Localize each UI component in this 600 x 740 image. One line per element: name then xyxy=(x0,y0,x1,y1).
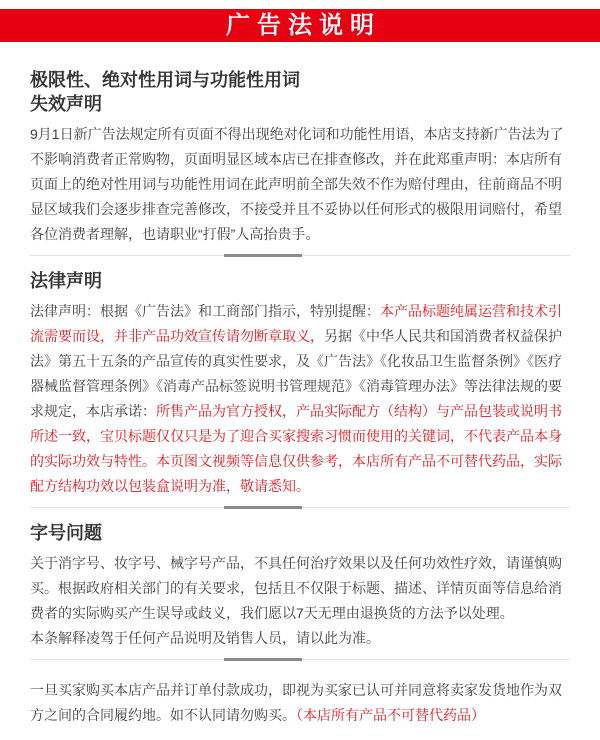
page-title: 广告法说明 xyxy=(226,12,381,39)
section-invalid-words-body xyxy=(30,122,570,247)
section-legal-statement xyxy=(30,269,570,499)
section-divider xyxy=(30,506,570,509)
cropped-previous-banner-edge xyxy=(140,9,460,12)
divider-accent xyxy=(224,254,302,257)
body-text-black: 另据《中华人民共和国消费者权益保护法》第五十五条的产品宣传的真实性要求，及《广告法》《化妆品卫生监督条例》《医疗器械监督管理条例》《消毒产品标签说明书管理规范》《消毒管理办法》等法律法规的要求规定，本店承诺： xyxy=(30,328,562,419)
section-license-body xyxy=(30,551,570,626)
heading-line-1: 法律声明 xyxy=(30,271,102,291)
body-text-black: 法律声明：根据《广告法》和工商部门指示，特别提醒： xyxy=(30,303,380,319)
divider-accent xyxy=(224,506,302,509)
section-license-heading xyxy=(30,521,570,545)
page-title-banner xyxy=(0,9,600,42)
notice-content xyxy=(0,68,600,738)
section-divider xyxy=(30,658,570,661)
heading-line-2: 失效声明 xyxy=(30,94,102,114)
section-license-body-line xyxy=(30,626,570,651)
section-invalid-words-heading xyxy=(30,68,570,116)
body-text-black: 一旦买家购买本店产品并订单付款成功，即视为买家已认可并同意将卖家发货地作为双方之间的合同履约地。如不认同请勿购买。 xyxy=(30,682,562,723)
section-legal-heading xyxy=(30,269,570,293)
body-text: 关于消字号、妆字号、械字号产品，不具任何治疗效果以及任何功效性疗效，请谨慎购买。根据政府相关部门的有关要求，包括且不仅限于标题、描述、详情页面等信息给消费者的实际购买产生误导或歧义，我们愿以7天无理由退换货的方法予以处理。 xyxy=(30,555,562,621)
body-text-red: 所售产品为官方授权，产品实际配方（结构）与产品包装或说明书所述一致，宝贝标题仅仅只是为了迎合买家搜索习惯而使用的关键词，不代表产品本身的实际功效与特性。本页图文视频等信息仅供参考，本店所有产品不可替代药品，实际配方结构功效以包装盒说明为准，敬请悉知。 xyxy=(30,403,562,494)
purchase-agreement-note xyxy=(30,678,570,728)
body-text-red: 本产品标题纯属运营和技术引流需要而设，并非产品功效宣传请勿断章取义， xyxy=(30,303,562,344)
section-legal-body xyxy=(30,299,570,499)
section-license-number xyxy=(30,521,570,651)
body-text: 本条解释凌驾于任何产品说明及销售人员，请以此为准。 xyxy=(30,630,380,646)
body-text: 9月1日新广告法规定所有页面不得出现绝对化词和功能性用语，本店支持新广告法为了不影响消费者正常购物，页面明显区域本店已在排查修改，并在此郑重声明：本店所有页面上的绝对性用词与功能性用词在此声明前全部失效不作为赔付理由，往前商品不明显区域我们会逐步排查完善修改，不接受并且不妥协以任何形式的极限用词赔付，希望各位消费者理解，也请职业“打假”人高抬贵手。 xyxy=(30,126,564,242)
ad-law-notice-page xyxy=(0,9,600,738)
section-divider xyxy=(30,254,570,257)
heading-line-1: 极限性、绝对性用词与功能性用词 xyxy=(30,70,300,90)
heading-line-1: 字号问题 xyxy=(30,523,102,543)
divider-accent xyxy=(224,658,302,661)
section-invalid-words xyxy=(30,68,570,247)
body-text-red: （本店所有产品不可替代药品） xyxy=(296,707,485,723)
